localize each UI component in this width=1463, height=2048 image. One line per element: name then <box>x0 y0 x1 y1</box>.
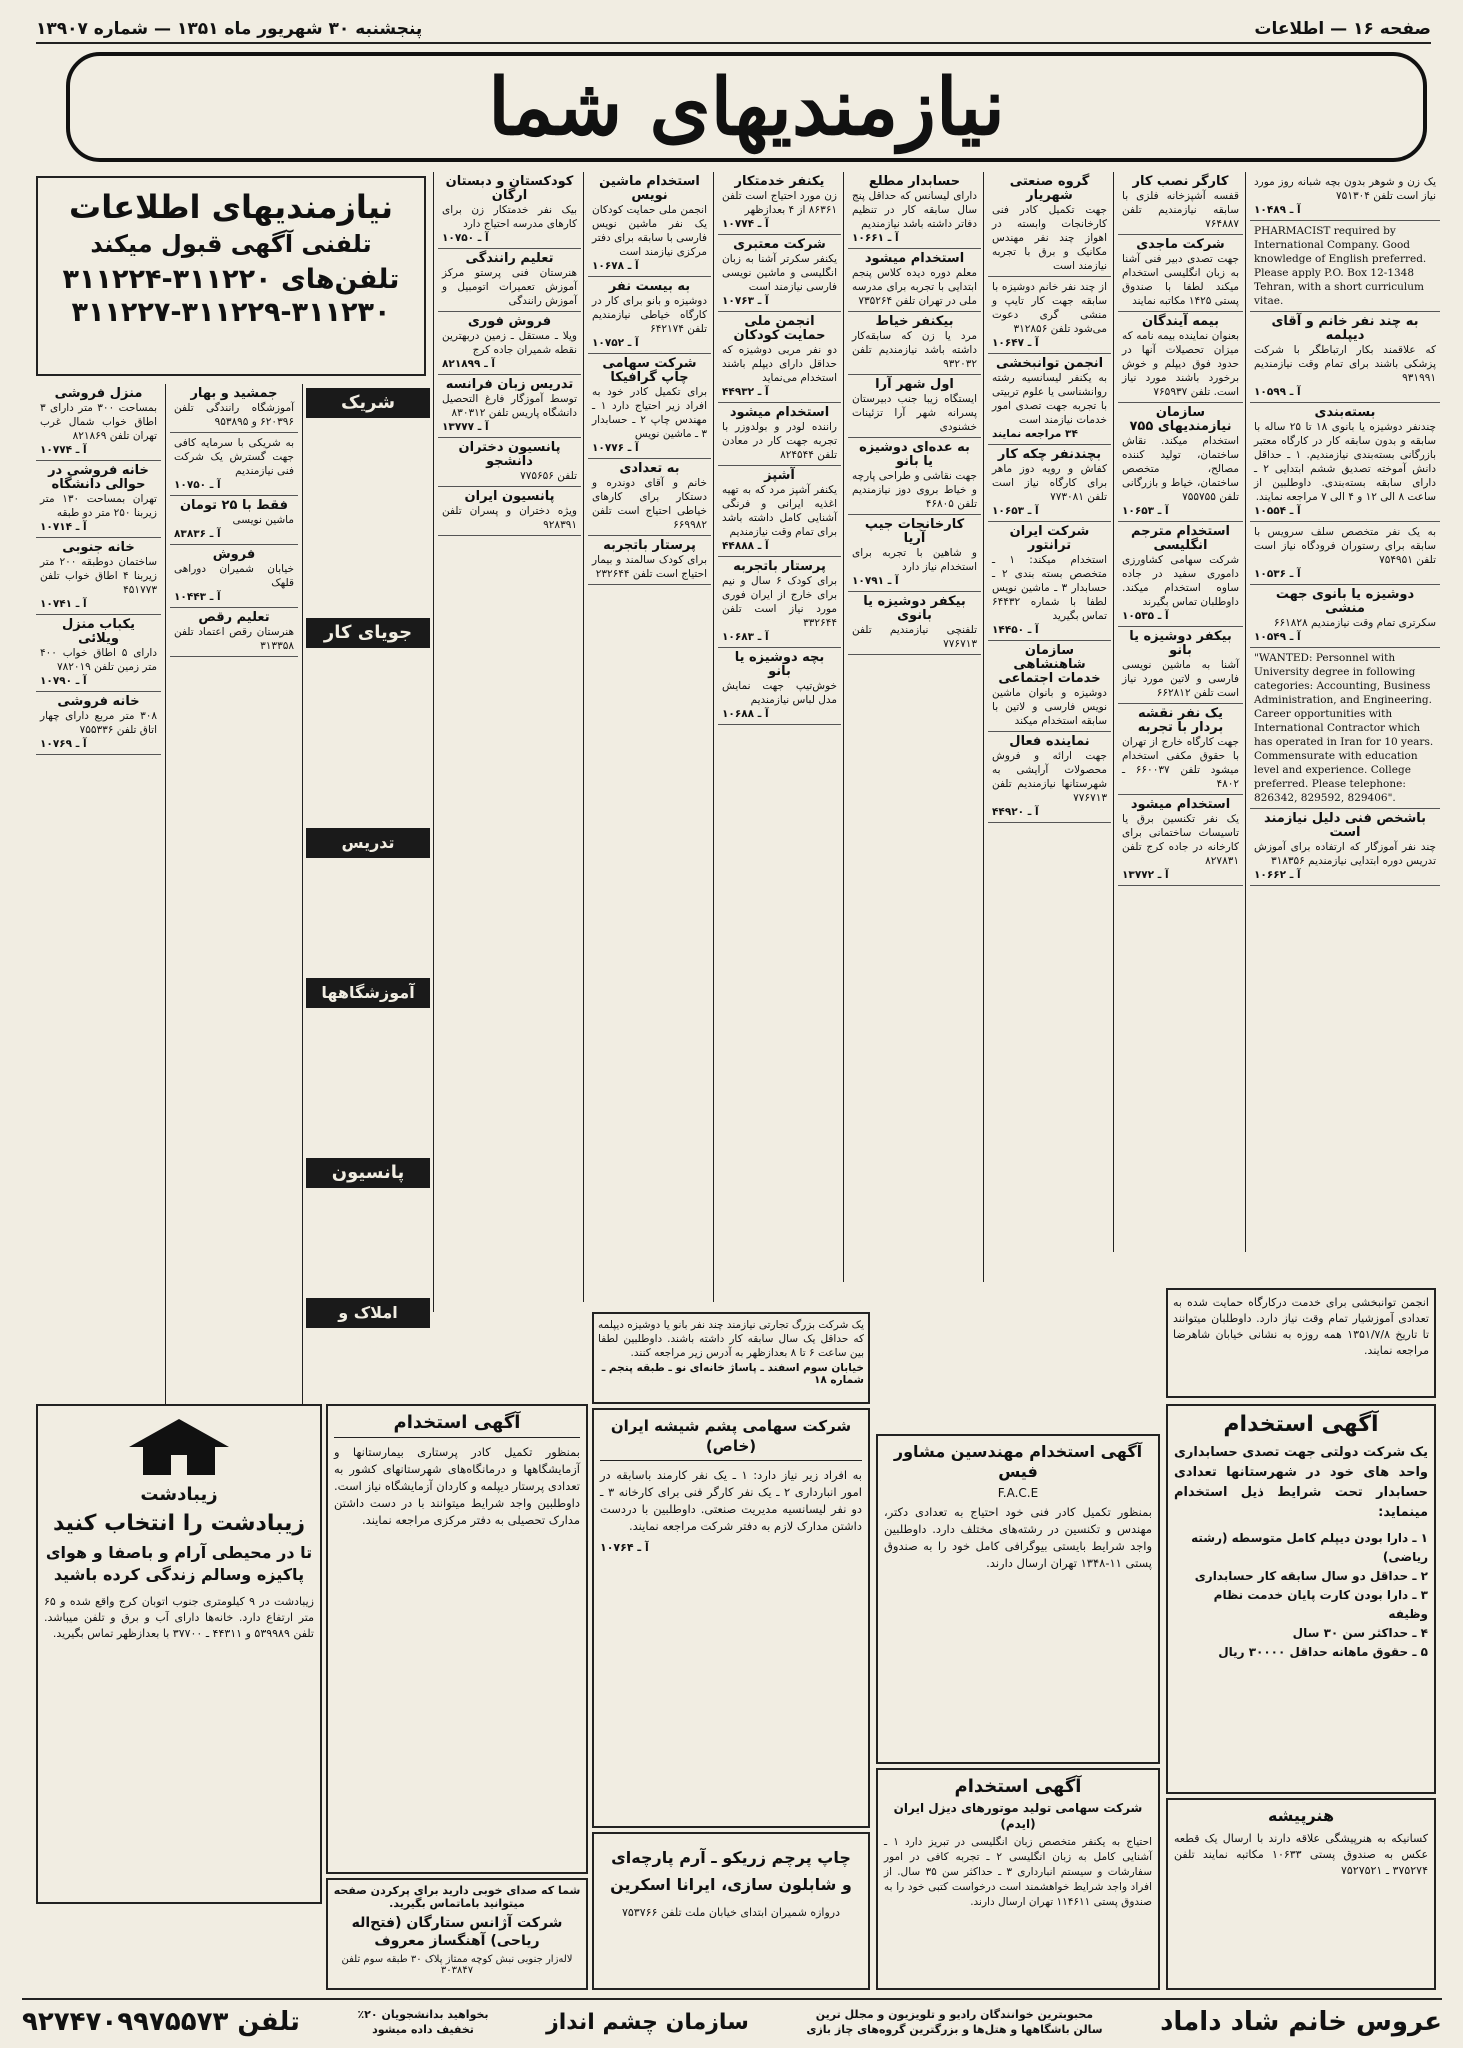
classified-ad-text: چند نفر آموزگار که ارتفاده برای آموزش تدریس دوره ابتدایی نیازمندیم ۳۱۸۳۵۶ <box>1254 841 1436 867</box>
classified-ad <box>848 249 981 312</box>
classified-ad <box>848 438 981 515</box>
agency-ad-address: لاله‌زار جنوبی نبش کوچه ممتاز پلاک ۳۰ طبقه سوم تلفن ۳۰۳۸۴۷ <box>341 1954 573 1976</box>
column-2 <box>1118 172 1243 1252</box>
classified-ad-number: آ ـ ۱۰۷۶۳ <box>722 295 769 307</box>
section-private-tutoring: تدریس خصوصی <box>306 828 430 858</box>
classified-ad-english: "WANTED: Personnel with University degree in following categories: Accounting, Business Administration, and Engineering. Career opportunities with International Contractor which has operated in Iran for 10 years. Commensurate with education level and experience. College preferred. Please telephone: 826342, 829592, 829406". <box>1250 648 1440 809</box>
classified-ad <box>1118 235 1243 312</box>
classified-ad-title: استخدام میشود <box>1130 797 1231 812</box>
classified-ad-title: استخدام میشود <box>729 405 830 420</box>
classified-ad-title: سازمان نیازمندیهای ۷۵۵ <box>1129 405 1232 434</box>
classified-ad-title: تعلیم رانندگی <box>465 251 554 266</box>
classified-ad <box>170 608 298 657</box>
classified-ad-title: استخدام میشود <box>864 251 965 266</box>
trading-company-ad-address: خیابان سوم اسفند ـ پاساژ خانه‌ای نو ـ طبقه پنجم ـ شماره ۱۸ <box>601 1362 864 1386</box>
info-box-title: نیازمندیهای اطلاعات <box>69 188 393 226</box>
column-1 <box>1250 172 1440 1252</box>
gov-ad-title: آگهی استخدام <box>1223 1412 1379 1437</box>
footer-banner <box>22 1998 1442 2044</box>
classified-ad <box>848 592 981 655</box>
glass-wool-body: به افراد زیر نیاز دارد: ۱ ـ یک نفر کارمند باسابقه در امور انبارداری ۲ ـ یک نفر کارگر فنی برای کارخانه ۳ ـ دو نفر لیسانسیه مدیریت صنعتی. داوطلبین با دردست داشتن مدارک لازم به دفتر شرکت مراجعه نمایند. <box>600 1468 862 1533</box>
classified-ad-text: سکرتری تمام وقت نیازمندیم ۶۶۱۸۲۸ <box>1273 617 1436 629</box>
classified-ad-number: آ ـ ۱۰۷۵۰ <box>442 232 489 244</box>
glass-wool-title: شرکت سهامی پشم شیشه ایران (خاص) <box>600 1416 862 1461</box>
info-box-phones-2: ۳۱۱۲۲۷-۳۱۱۲۲۹-۳۱۱۲۳۰ <box>71 297 391 328</box>
classified-ad-text: انجمن ملی حمایت کودکان یک نفر ماشین نویس فارسی با سابقه برای دفتر مرکزی نیازمند است <box>592 204 707 258</box>
classified-ad <box>438 312 581 375</box>
classified-ad <box>36 615 161 692</box>
classified-ad-text: خانم و آقای دوندره و دستکار برای کارهای خیاطی احتیاج است تلفن ۶۶۹۹۸۲ <box>592 477 707 531</box>
classified-ad-title: کارگر نصب کار <box>1132 174 1229 189</box>
classified-ad-number: آ ـ ۱۰۷۹۰ <box>40 675 87 687</box>
classified-ad-text: جهت تکمیل کادر فنی کارخانجات وابسته در اهواز چند نفر مهندس مکانیک و برق با تجربه نیازمند است <box>992 204 1107 272</box>
classified-ad-number: آ ـ ۱۰۴۴۳ <box>174 591 221 603</box>
classified-ad <box>1250 172 1440 221</box>
classified-ad <box>988 522 1111 641</box>
classified-ad <box>588 354 711 459</box>
classified-ad <box>848 312 981 375</box>
classified-ad-text: بیک نفر خدمتکار زن برای کارهای مدرسه احتیاج دارد <box>442 204 577 230</box>
classified-ad-title: بیکنفر خیاط <box>875 314 954 329</box>
classified-ad-text: دارای ۵ اطاق خواب ۴۰۰ متر زمین تلفن ۷۸۲۰۱۹ <box>40 647 157 673</box>
diesel-heading: آگهی استخدام <box>954 1776 1082 1797</box>
classified-ad-title: تعلیم رقص <box>198 610 270 625</box>
classified-ad <box>988 172 1111 277</box>
classified-ad <box>718 312 841 403</box>
diesel-body: احتیاج به یکنفر متخصص زبان انگلیسی در تبریز دارد ۱ ـ آشنایی کامل به زبان انگلیسی ۲ ـ تجربه کافی در امور سفارشات و سیستم انبارداری ۳ ـ حداکثر سن ۳۵ سال. از افراد واجد شرایط خواهشمند است درخواست کتبی خود را به صندوق پستی ۱۱۴۶۱۱ تهران ارسال دارند. <box>884 1836 1152 1908</box>
classified-ad-title: بیکفر دوشیزه یا بانوی <box>863 594 966 623</box>
classified-ad-text: و شاهین با تجربه برای استخدام نیاز دارد <box>852 547 977 573</box>
face-consultants-ad <box>876 1434 1160 1764</box>
classified-ad-text: هنرستان رقص اعتماد تلفن ۳۱۳۳۵۸ <box>174 626 294 652</box>
classified-ad <box>1250 585 1440 648</box>
classified-ad-text: شرکت سهامی کشاورزی داموری سفید در جاده ساوه استخدام میکند. داوطلبان تماس بگیرند <box>1122 554 1239 608</box>
column-6 <box>588 172 711 1302</box>
classified-ad <box>988 277 1111 354</box>
classified-ad-text: از چند نفر خانم دوشیزه با سابقه جهت کار تایپ و منشی گری دعوت می‌شود تلفن ۳۱۲۸۵۶ <box>992 281 1107 335</box>
footer-discount-line-1: بخواهید بدانشجویان ۲۰٪ <box>357 2008 489 2021</box>
classified-ad <box>588 172 711 277</box>
classified-ad-text: هنرستان فنی پرستو مرکز آموزش تعمیرات اتومبیل و آموزش رانندگی <box>442 267 577 307</box>
diesel-company-ad <box>876 1768 1160 1990</box>
classified-ad-number: آ ـ ۱۰۶۶۲ <box>1254 869 1301 881</box>
classified-ad-number: آ ـ ۱۰۶۵۳ <box>1122 505 1169 517</box>
classified-ad <box>588 536 711 585</box>
classified-ad <box>170 384 298 433</box>
classified-ad-text: کفاش و رویه دوز ماهر برای کارگاه نیاز است تلفن ۷۷۳۰۸۱ <box>992 463 1107 503</box>
classified-ad <box>1250 403 1440 522</box>
classified-ad <box>36 384 161 461</box>
classified-ad-number: آ ـ ۴۴۹۲۰ <box>992 806 1039 818</box>
section-job-seekers: جویای کار <box>306 618 430 648</box>
classified-ad-number: ۳۴ مراجعه نمایند <box>992 428 1078 440</box>
zibadasht-body: زیبادشت در ۹ کیلومتری جنوب اتوبان کرج واقع شده و ۶۵ متر ارتفاع دارد. خانه‌ها دارای آب و برق و تلفن میباشد. تلفن ۵۳۹۹۸۹ و ۴۴۳۱۱ ـ ۳۷۷۰۰ با بعدازظهر تماس بگیرید. <box>44 1595 314 1640</box>
classified-ad <box>1250 809 1440 886</box>
classified-ad <box>988 445 1111 522</box>
employment-ad-title: آگهی استخدام <box>334 1412 580 1438</box>
classified-ad-text: بمساحت ۳۰۰ متر دارای ۳ اطاق خواب شمال غرب تهران تلفن ۸۲۱۸۶۹ <box>40 402 157 442</box>
zibadasht-subtitle: تا در محیطی آرام و باصفا و هوای پاکیزه وسالم زندگی کرده باشید <box>45 1543 313 1584</box>
classified-ad-title: حسابدار مطلع <box>868 174 961 189</box>
flag-printing-line-2: و شابلون سازی، ایرانا اسکرین <box>610 1875 852 1894</box>
classified-ad-text: جهت نقاشی و طراحی پارچه و خیاط بروی دوز نیازمندیم تلفن ۴۶۸۰۵ <box>852 470 977 510</box>
face-subtitle: F.A.C.E <box>997 1486 1039 1500</box>
section-real-estate: املاک و مستغلات <box>306 1298 430 1328</box>
footer-discount-line-2: تخفیف داده میشود <box>372 2023 474 2036</box>
classified-ad-title: فروش <box>212 547 256 562</box>
classified-ad-number: آ ـ ۱۴۴۵۰ <box>992 624 1039 636</box>
classified-ad-number: آ ـ ۱۰۵۹۹ <box>1254 386 1301 398</box>
house-logo-icon <box>44 1412 314 1484</box>
classified-ad-title: انجمن ملی حمایت کودکان <box>733 314 826 343</box>
gov-ad-requirement: ۱ ـ دارا بودن دیپلم کامل متوسطه (رشته ریاضی) <box>1191 1531 1428 1564</box>
classified-ad <box>170 545 298 608</box>
classified-ad <box>1118 627 1243 704</box>
classified-ad-title: پرستار باتجربه <box>603 538 696 553</box>
trading-company-ad-text: یک شرکت بزرگ تجارتی نیازمند چند نفر بانو یا دوشیزه دیپلمه که حداقل یک سال سابقه کار داشته باشند. داوطلبین لطفا بین ساعت ۶ تا ۸ بعدازظهر به آدرس زیر مراجعه کنند. <box>598 1319 864 1359</box>
classified-ad <box>1250 312 1440 403</box>
classified-ad-text: به شریکی با سرمایه کافی جهت گسترش یک شرکت فنی نیازمندیم <box>174 437 294 477</box>
classified-ad-title: بچه دوشیزه یا بانو <box>734 650 825 679</box>
classified-ad-title: خانه جنوبی <box>62 540 135 555</box>
classified-ad <box>36 538 161 615</box>
issue-date: پنجشنبه ۳۰ شهریور ماه ۱۳۵۱ — شماره ۱۳۹۰۷ <box>36 19 423 39</box>
classified-ad <box>36 692 161 755</box>
section-schools: آموزشگاهها <box>306 978 430 1008</box>
column-divider <box>1113 172 1114 1252</box>
classified-ad <box>848 172 981 249</box>
classified-ad-text: دو نفر مربی دوشیزه که حداقل دارای دیپلم باشند استخدام می‌نماید <box>722 344 837 384</box>
classified-ad-text: توسط آموزگار فارغ التحصیل دانشگاه پاریس تلفن ۸۳۰۳۱۲ <box>442 393 577 419</box>
footer-wedding-slogan: عروس خانم شاد داماد <box>1160 2007 1442 2037</box>
classified-ad-text: بعنوان نماینده بیمه نامه که میزان تحصیلات آنها در حدود فوق دیپلم و خوش برخورد باشند مورد نیاز است. تلفن ۷۶۵۹۳۷ <box>1122 330 1239 398</box>
classified-ad-text: یک نفر تکنسین برق یا تاسیسات ساختمانی برای کارخانه در جاده کرج تلفن ۸۲۷۸۳۱ <box>1122 813 1239 867</box>
agency-ad-text: شما که صدای خوبی دارید برای پرکردن صفحه میتوانید باماتماس بگیرید. <box>333 1884 581 1910</box>
classified-ad <box>1118 704 1243 795</box>
classified-ad-text: ساختمان دوطبقه ۲۰۰ متر زیربنا ۴ اطاق خواب تلفن ۴۵۱۷۷۳ <box>40 556 157 596</box>
flag-printing-address: دروازه شمیران ابتدای خیابان ملت تلفن ۷۵۳۷۶۶ <box>621 1906 840 1919</box>
column-5 <box>718 172 841 1302</box>
classified-ad-number: آ ـ ۱۳۷۷۲ <box>1122 869 1169 881</box>
classified-ad-text: به یکنفر لیسانسیه رشته روانشناسی یا علوم تربیتی با تجربه جهت تصدی امور خدمات نیازمند است <box>992 372 1107 426</box>
classified-ad-text: تلفن ۷۷۵۶۵۶ <box>520 470 577 482</box>
classified-ad <box>718 557 841 648</box>
classified-ad-title: پانسیون دختران دانشجو <box>458 440 561 469</box>
classified-ad-text: برای کودک ۶ سال و نیم برای خارج از ایران فوری مورد نیاز است تلفن ۳۳۲۶۴۴ <box>722 575 837 629</box>
column-divider <box>433 172 434 1312</box>
classified-ad <box>36 461 161 538</box>
classified-ad <box>438 249 581 312</box>
classified-ad-number: آ ـ ۱۰۵۴۹ <box>1254 631 1301 643</box>
footer-discount <box>357 2007 488 2037</box>
classified-ad-title: به عده‌ای دوشیزه یا بانو <box>859 440 970 469</box>
government-company-ad <box>1166 1404 1436 1794</box>
info-box-phones-1: تلفن‌های ۳۱۱۲۲۰-۳۱۱۲۲۴ <box>62 264 400 295</box>
actor-ad-title: هنرپیشه <box>1267 1806 1335 1825</box>
classified-ad-text: تلفنچی نیازمندیم تلفن ۷۷۶۷۱۳ <box>852 624 977 650</box>
flag-printing-ad <box>592 1832 870 1990</box>
footer-description-line-1: محبوبترین خوانندگان رادیو و تلویزیون و مجلل ترین <box>815 2008 1094 2021</box>
classified-ad-title: انجمن توانبخشی <box>995 356 1104 371</box>
classified-ad-text: استخدام میکند. نقاش ساختمان، تولید کننده مصالح، متخصص ساختمان، خیاط و بازرگانی تلفن ۷۵۵۷۵۵ <box>1122 435 1239 503</box>
gov-ad-requirements <box>1174 1529 1428 1662</box>
classified-ad-number: آ ـ ۸۳۸۳۶ <box>174 528 221 540</box>
classified-ad-title: نماینده فعال <box>1009 734 1090 749</box>
column-9 <box>170 384 298 1404</box>
classified-ad-title: شرکت ایران ترانتور <box>1009 524 1090 553</box>
flag-printing-line-1: چاپ پرچم زریکو ـ آرم پارچه‌ای <box>611 1848 851 1867</box>
section-partner: شریک <box>306 388 430 418</box>
trading-company-ad <box>592 1312 870 1404</box>
classified-ad-text: ۳۰۸ متر مربع دارای چهار اتاق تلفن ۷۵۵۳۳۶ <box>40 710 157 736</box>
column-divider <box>713 172 714 1302</box>
classified-ad <box>588 277 711 354</box>
diesel-title: شرکت سهامی تولید موتورهای دیزل ایران (ایدم) <box>893 1801 1143 1831</box>
classified-ad-title: خانه فروشی <box>57 694 140 709</box>
classified-ad <box>718 466 841 557</box>
classified-ad-title: بیمه آیندگان <box>1141 314 1219 329</box>
classified-ad-title: بیکفر دوشیزه یا بانو <box>1129 629 1232 658</box>
classified-ad-title: فقط با ۲۵ تومان <box>179 498 289 513</box>
classified-ad-text: آموزشگاه رانندگی تلفن ۶۲۰۳۹۶ و ۹۵۳۸۹۵ <box>174 402 294 428</box>
classified-ad <box>588 459 711 536</box>
classified-ad-number: آ ـ ۱۰۷۷۴ <box>40 444 87 456</box>
classified-ad <box>988 732 1111 823</box>
classified-ad-text: به یک نفر متخصص سلف سرویس با سابقه برای رستوران فرودگاه نیاز است تلفن ۷۵۴۹۵۱ <box>1254 526 1436 566</box>
classified-ad-number: آ ـ ۴۴۸۸۸ <box>722 540 769 552</box>
classified-ad-title: به بیست نفر <box>608 279 691 294</box>
face-body: بمنظور تکمیل کادر فنی خود احتیاج به تعدادی دکتر، مهندس و تکنسین در رشته‌های مختلف دارد. داوطلبین واجد شرایط بایستی بیوگرافی کامل خود را به صندوق پستی ۱۱-۱۳۴۸ تهران ارسال دارند. <box>884 1505 1152 1570</box>
rehab-society-text: انجمن توانبخشی برای خدمت درکارگاه حمایت شده به تعدادی آموزشیار تمام وقت نیاز دارد. داوطلبان میتوانند تا تاریخ ۱۳۵۱/۷/۸ همه روزه به نشانی خیابان شاهرضا مراجعه نمایند. <box>1173 1296 1430 1357</box>
actor-ad <box>1166 1798 1436 1990</box>
classified-ad-title: پرستار باتجربه <box>733 559 826 574</box>
classified-ad-text: برای تکمیل کادر خود به افراد زیر احتیاج دارد ۱ ـ مهندس چاپ ۲ ـ حسابدار ۳ ـ ماشین نویس <box>592 386 707 440</box>
classified-ad-number: آ ـ ۱۰۵۳۵ <box>1122 610 1169 622</box>
classified-ad <box>1118 172 1243 235</box>
column-divider <box>983 172 984 1282</box>
page-header <box>36 16 1431 44</box>
classified-ad <box>718 235 841 312</box>
classified-ad <box>170 496 298 545</box>
gov-ad-requirement: ۳ ـ دارا بودن کارت پایان خدمت نظام وظیفه <box>1213 1588 1428 1621</box>
classified-ad <box>438 438 581 487</box>
agency-ad <box>326 1878 588 1990</box>
employment-ad-nursing <box>326 1404 588 1874</box>
classified-ad-title: به تعدادی <box>619 461 680 476</box>
classified-ad-number: آ ـ ۱۰۵۳۶ <box>1254 568 1301 580</box>
info-box-subtitle: تلفنی آگهی قبول میکند <box>90 230 372 258</box>
classified-ad-title: به چند نفر خانم و آقای دیپلمه <box>1271 314 1419 343</box>
classified-ad-text: ویژه دختران و پسران تلفن ۹۲۸۳۹۱ <box>442 505 577 531</box>
classified-ad-title: شرکت سهامی چاپ گرافیکا <box>602 356 697 385</box>
classified-ad-number: آ ـ ۱۰۶۵۳ <box>992 505 1039 517</box>
gov-ad-requirement: ۴ ـ حداکثر سن ۳۰ سال <box>1292 1626 1428 1640</box>
classified-ad-title: استخدام ماشین نویس <box>599 174 700 203</box>
classified-ad-title: منزل فروشی <box>54 386 143 401</box>
classified-ad-text: جهت تصدی دبیر فنی آشنا به زبان انگلیسی استخدام میکند لطفا با صندوق پستی ۱۴۲۵ مکاتبه نمایند <box>1122 253 1239 307</box>
classified-ad-title: آشپز <box>764 468 795 483</box>
classified-ad-text: جهت کارگاه خارج از تهران با حقوق مکفی استخدام میشود تلفن ۶۶۰۰۳۷ ـ ۴۸۰۲ <box>1122 736 1239 790</box>
classified-ad <box>988 354 1111 445</box>
classified-ad-number: آ ـ ۸۲۱۸۹۹ <box>442 358 495 370</box>
classified-ad-title: اول شهر آرا <box>875 377 954 392</box>
classified-ad-title: دوشیزه یا بانوی جهت منشی <box>1275 587 1415 616</box>
footer-description <box>806 2007 1102 2037</box>
classified-ad-text: خیابان شمیران دوراهی قلهک <box>174 563 294 589</box>
classified-ad-title: استخدام مترجم انگلیسی <box>1131 524 1230 553</box>
actor-ad-body: کسانیکه به هنرپیشگی علاقه دارند با ارسال یک قطعه عکس به صندوق پستی ۱۰۶۳۳ مکاتبه نمایند تلفن ۳۷۵۲۷۴ ـ ۷۵۲۷۵۲۱ <box>1174 1832 1429 1877</box>
classified-ad-title: پانسیون ایران <box>464 489 555 504</box>
rehab-society-ad <box>1166 1288 1436 1398</box>
classified-ad-number: آ ـ ۱۰۶۴۷ <box>992 337 1039 349</box>
classified-ad-number: آ ـ ۱۰۶۷۸ <box>592 260 639 272</box>
classified-ad-text: ویلا ـ مستقل ـ زمین دربهترین نقطه شمیران جاده کرج <box>442 330 577 356</box>
classified-ad-text: تهران بمساحت ۱۳۰ متر زیربنا ۲۵۰ متر دو طبقه <box>40 493 157 519</box>
classified-ad-text: جهت ارائه و فروش محصولات آرایشی به شهرستانها نیازمندیم تلفن ۷۷۶۷۱۳ <box>992 750 1107 804</box>
glass-wool-number: آ ـ ۱۰۷۶۴ <box>600 1541 649 1554</box>
masthead: نیازمندیهای شما <box>66 52 1427 162</box>
footer-description-line-2: سالن باشگاهها و هتل‌ها و بزرگترین گروه‌های چاز بازی <box>806 2023 1103 2036</box>
classified-ad <box>718 172 841 235</box>
column-divider <box>583 172 584 1302</box>
classifieds-info-box <box>36 176 426 376</box>
classified-ad-text: آشنا به ماشین نویسی فارسی و لاتین مورد نیاز است تلفن ۶۶۲۸۱۲ <box>1122 659 1239 699</box>
classified-ad-text: یک زن و شوهر بدون بچه شبانه روز مورد نیاز است تلفن ۷۵۱۳۰۴ <box>1254 176 1436 202</box>
classified-ad-text: یکنفر سکرتر آشنا به زبان انگلیسی و ماشین نویسی فارسی نیازمند است <box>722 253 837 293</box>
classified-ad-title: کودکستان و دبستان ارگان <box>445 174 574 203</box>
classified-ad-number: آ ـ ۱۳۷۷۷ <box>442 421 489 433</box>
classified-ad-text: قفسه آشپزخانه فلزی با سابقه نیازمندیم تلفن ۷۶۴۸۸۷ <box>1122 190 1239 230</box>
column-7 <box>438 172 581 1312</box>
classified-ad-number: آ ـ ۱۰۷۷۴ <box>722 218 769 230</box>
classified-ad <box>718 403 841 466</box>
classified-ad-text: معلم دوره دیده کلاس پنجم ابتدایی با تجربه برای مدرسه ملی در تهران تلفن ۷۳۵۲۶۴ <box>852 267 977 307</box>
classified-ad-number: آ ـ ۱۰۶۸۳ <box>722 631 769 643</box>
column-8 <box>36 384 161 1404</box>
classified-ad-number: آ ـ ۱۰۶۶۱ <box>852 232 899 244</box>
classified-ad-number: آ ـ ۱۰۶۸۸ <box>722 708 769 720</box>
classified-ad-number: آ ـ ۱۰۷۴۱ <box>40 598 87 610</box>
classified-ad <box>848 515 981 592</box>
classified-ad-title: بسته‌بندی <box>1314 405 1376 420</box>
classified-ad-title: بچندنفر چکه کار <box>997 447 1102 462</box>
footer-org-name: سازمان چشم انداز <box>546 2009 749 2035</box>
section-boarding: پانسیون <box>306 1158 430 1188</box>
classified-ad <box>1118 403 1243 522</box>
zibadasht-ad <box>36 1404 322 1904</box>
classified-ad-english: PHARMACIST required by International Company. Good knowledge of English preferred. Please apply P.O. Box 12-1348 Tehran, with a short curriculum vitae. <box>1250 221 1440 312</box>
classified-ad-text: دوشیزه و بانوان ماشین نویس فارسی و لاتین با سابقه استخدام میکند <box>992 687 1107 727</box>
classified-ad-title: سازمان شاهنشاهی خدمات اجتماعی <box>998 643 1101 686</box>
classified-ad-number: آ ـ ۴۴۹۳۲ <box>722 386 769 398</box>
column-divider <box>165 384 166 1404</box>
classified-ad-number: آ ـ ۱۰۷۵۰ <box>174 479 221 491</box>
classified-ad-title: یکنفر خدمتکار <box>734 174 825 189</box>
classified-ad-title: شرکت معتبری <box>733 237 826 252</box>
classified-ad <box>718 648 841 725</box>
classified-ad-number: آ ـ ۱۰۷۵۲ <box>592 337 639 349</box>
page-label: صفحه ۱۶ — اطلاعات <box>1254 19 1431 39</box>
classified-ad <box>1118 522 1243 627</box>
classified-ad <box>1118 312 1243 403</box>
classified-ad <box>1250 522 1440 585</box>
gov-ad-intro: یک شرکت دولتی جهت تصدی حسابداری واحد های خود در شهرستانها تعدادی حسابدار تحت شرایط ذیل استخدام مینماید: <box>1174 1445 1428 1520</box>
classified-ad-title: جمشید و بهار <box>190 386 278 401</box>
classified-ad-title: یک نفر نقشه بردار با تجربه <box>1137 706 1224 735</box>
classified-ad <box>170 433 298 496</box>
classified-ad-text: مرد یا زن که سابقه‌کار داشته باشد نیازمندیم تلفن ۹۳۲۰۳۲ <box>852 330 977 370</box>
zibadasht-logo-text: زیبادشت <box>140 1484 218 1505</box>
classified-ad-title: شرکت ماجدی <box>1136 237 1225 252</box>
gov-ad-requirement: ۲ ـ حداقل دو سال سابقه کار حسابداری <box>1194 1569 1428 1583</box>
classified-ad-title: کارخانجات جیپ آریا <box>864 517 965 546</box>
classified-ad-text: راننده لودر و بولدوزر با تجربه جهت کار در معادن تلفن ۸۲۴۵۴۴ <box>722 421 837 461</box>
footer-phone: تلفن ۹۲۷۴۷۰۹۹۷۵۵۷۳ <box>22 2007 300 2037</box>
classified-ad-number: آ ـ ۱۰۴۸۹ <box>1254 204 1301 216</box>
column-divider <box>302 384 303 1404</box>
classified-ad-text: ایستگاه زیبا جنب دبیرستان پسرانه شهر آرا تزئینات خشنودی <box>852 393 977 433</box>
classified-ad <box>438 487 581 536</box>
column-3 <box>988 172 1111 1282</box>
classified-ad <box>438 172 581 249</box>
classified-ad-number: آ ـ ۱۰۵۵۴ <box>1254 505 1301 517</box>
classified-ad-number: آ ـ ۱۰۷۱۴ <box>40 521 87 533</box>
classified-ad-title: خانه فروشی در حوالی دانشگاه <box>48 463 149 492</box>
classified-ad-text: یکنفر آشپز مرد که به تهیه اغذیه ایرانی و فرنگی آشنایی کامل داشته باشد برای تمام وقت نیازمندیم <box>722 484 837 538</box>
classified-ad-title: تدریس زبان فرانسه <box>445 377 574 392</box>
classified-ad-number: آ ـ ۱۰۷۹۱ <box>852 575 899 587</box>
classified-ad <box>1118 795 1243 886</box>
face-title: آگهی استخدام مهندسین مشاور فیس <box>893 1442 1143 1481</box>
classified-ad <box>848 375 981 438</box>
classified-ad-title: فروش فوری <box>467 314 552 329</box>
classified-ad-number: آ ـ ۱۰۷۶۹ <box>40 738 87 750</box>
agency-ad-name: شرکت آژانس ستارگان (فتح‌اله ریاحی) آهنگساز معروف <box>351 1915 563 1949</box>
classified-ad-title: گروه صنعتی شهریار <box>1009 174 1090 203</box>
column-divider <box>843 172 844 1282</box>
classified-ad <box>438 375 581 438</box>
classified-ad-text: برای کودک سالمند و بیمار احتیاج است تلفن ۲۳۲۶۴۴ <box>592 554 707 580</box>
zibadasht-title: زیبادشت را انتخاب کنید <box>52 1511 306 1536</box>
classified-ad-title: یکباب منزل ویلائی <box>62 617 135 646</box>
column-divider <box>1245 172 1246 1252</box>
glass-wool-company-ad <box>592 1408 870 1828</box>
classified-ad <box>988 641 1111 732</box>
classified-ad-text: ماشین نویسی <box>232 514 294 526</box>
column-4 <box>848 172 981 1282</box>
classified-ad-text: خوش‌تیپ جهت نمایش مدل لباس نیازمندیم <box>722 680 837 706</box>
classified-ad-text: استخدام میکند: ۱ ـ متخصص بسته بندی ۲ ـ حسابدار ۳ ـ ماشین نویس لطفا با شماره ۶۴۴۳۲ تماس بگیرید <box>992 554 1107 622</box>
employment-ad-body: بمنظور تکمیل کادر پرستاری بیمارستانها و آزمایشگاهها و درمانگاه‌های شهرستانهای کشور به تعدادی پرستار دیپلمه و کاردان آزمایشگاه نیاز است. داوطلبین واجد شرایط میتوانند با در دست داشتن مدارک تحصیلی به دفتر مرکزی مراجعه نمایند. <box>334 1445 580 1527</box>
classified-ad-text: زن مورد احتیاج است تلفن ۸۶۳۶۱ از ۴ بعدازظهر <box>722 190 837 216</box>
classified-ad-text: دوشیزه و بانو برای کار در کارگاه خیاطی نیازمندیم تلفن ۶۴۲۱۷۴ <box>592 295 707 335</box>
classified-ad-number: آ ـ ۱۰۷۷۶ <box>592 442 639 454</box>
classified-ad-text: چندنفر دوشیزه یا بانوی ۱۸ تا ۲۵ ساله با سابقه و بدون سابقه کار در کارگاه معتبر بازرگانی بسته‌بندی نیازمندیم. ۱ ـ حداقل دانش آموخته تصدیق ششم ابتدایی ۲ ـ دارای سابقه بسته‌بندی. داوطلبین از ساعت ۸ الی ۱۲ و ۴ الی ۷ مراجعه نمایند. <box>1254 421 1437 503</box>
classified-ad-text: که علاقمند بکار ارتباطگر با شرکت پزشکی باشند برای تمام وقت نیازمندیم ۹۳۱۹۹۱ <box>1254 344 1436 384</box>
classified-ad-title: باشخص فنی دلیل نیازمند است <box>1263 811 1427 840</box>
classified-ad-text: دارای لیسانس که حداقل پنج سال سابقه کار در تنظیم دفاتر داشته باشد نیازمندیم <box>852 190 977 230</box>
gov-ad-requirement: ۵ ـ حقوق ماهانه حداقل ۳۰۰۰۰ ریال <box>1218 1645 1428 1659</box>
column-10 <box>306 384 430 1404</box>
